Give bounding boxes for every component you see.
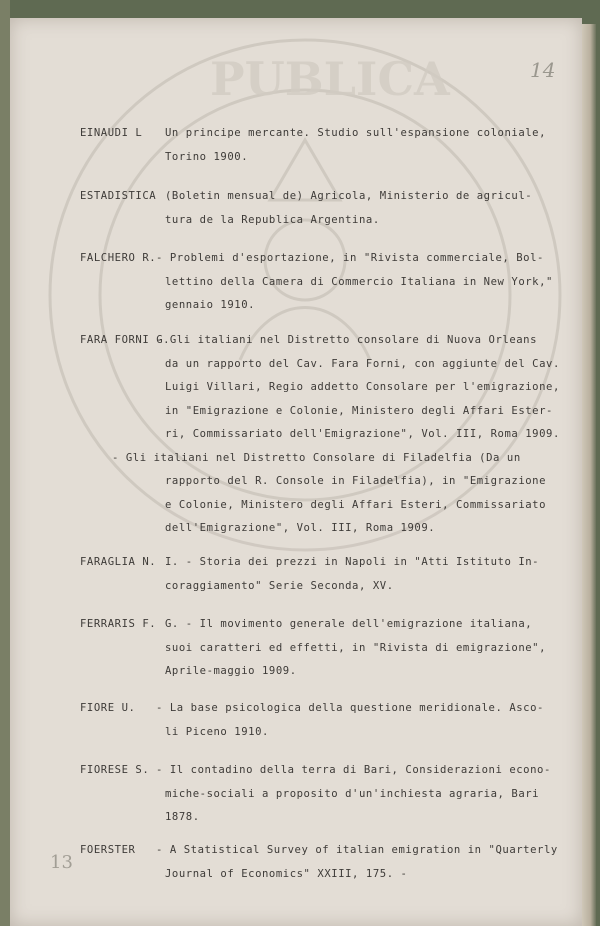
entry-author: FIORE U. — [80, 702, 136, 714]
entry-author: FARA FORNI G. — [80, 334, 171, 346]
entry-line: Luigi Villari, Regio addetto Consolare per l'emigrazione, — [165, 381, 560, 393]
entry-line: - Gli italiani nel Distretto Consolare di Filadelfia (Da un — [112, 451, 521, 464]
entry-line: e Colonie, Ministero degli Affari Esteri, Commissariato — [165, 498, 547, 511]
page-edge — [582, 24, 596, 926]
entry-line: suoi caratteri ed effetti, in "Rivista di emigrazione", — [165, 641, 547, 654]
entry-line: li Piceno 1910. — [165, 725, 269, 738]
entry-line: coraggiamento" Serie Seconda, XV. — [165, 579, 394, 592]
book-binding — [0, 0, 10, 926]
entry-line: Torino 1900. — [165, 150, 249, 163]
entry-line: Un principe mercante. Studio sull'espansione coloniale, — [165, 127, 547, 139]
entry-author: FALCHERO R. — [80, 252, 157, 264]
entry-line: - Gli italiani nel Distretto consolare di Nuova Orleans — [156, 334, 538, 346]
entry-line: - A Statistical Survey of italian emigration in "Quarterly — [156, 844, 558, 856]
entry-author: FOERSTER — [80, 844, 136, 856]
entry-line: Aprile-maggio 1909. — [165, 665, 297, 677]
folio-number: 14 — [530, 58, 556, 82]
entry-line: da un rapporto del Cav. Fara Forni, con aggiunte del Cav. — [165, 357, 560, 370]
entry-line: in "Emigrazione e Colonie, Ministero degli Affari Ester- — [165, 404, 553, 417]
margin-pencil-mark: 13 — [50, 852, 73, 873]
entry-author: FARAGLIA N. — [80, 556, 157, 568]
entry-author: ESTADISTICA — [80, 190, 157, 202]
entry-line: lettino della Camera di Commercio Italiana in New York," — [165, 275, 553, 288]
entry-line: I. - Storia dei prezzi in Napoli in "Atti Istituto In- — [165, 556, 540, 568]
entry-line: ri, Commissariato dell'Emigrazione", Vol. III, Roma 1909. — [165, 428, 560, 440]
svg-text:PUBLICA: PUBLICA — [210, 52, 450, 106]
entry-line: tura de la Republica Argentina. — [165, 213, 380, 226]
entry-line: 1878. — [165, 811, 200, 823]
entry-line: gennaio 1910. — [165, 299, 256, 311]
entry-line: (Boletin mensual de) Agricola, Ministerio de agricul- — [165, 190, 533, 202]
entry-line: - Il contadino della terra di Bari, Considerazioni econo- — [156, 764, 551, 776]
entry-line: G. - Il movimento generale dell'emigrazione italiana, — [165, 618, 533, 630]
entry-line: - La base psicologica della questione meridionale. Asco- — [156, 702, 544, 714]
entry-author: EINAUDI L — [80, 127, 143, 139]
entry-author: FERRARIS F. — [80, 618, 157, 630]
entry-line: - Problemi d'esportazione, in "Rivista commerciale, Bol- — [156, 252, 544, 264]
entry-line: dell'Emigrazione", Vol. III, Roma 1909. — [165, 522, 436, 534]
entry-line: rapporto del R. Console in Filadelfia), in "Emigrazione — [165, 475, 547, 487]
entry-line: Journal of Economics" XXIII, 175. - — [165, 867, 408, 880]
entry-line: miche-sociali a proposito d'un'inchiesta agraria, Bari — [165, 787, 540, 800]
entry-author: FIORESE S. — [80, 764, 150, 776]
